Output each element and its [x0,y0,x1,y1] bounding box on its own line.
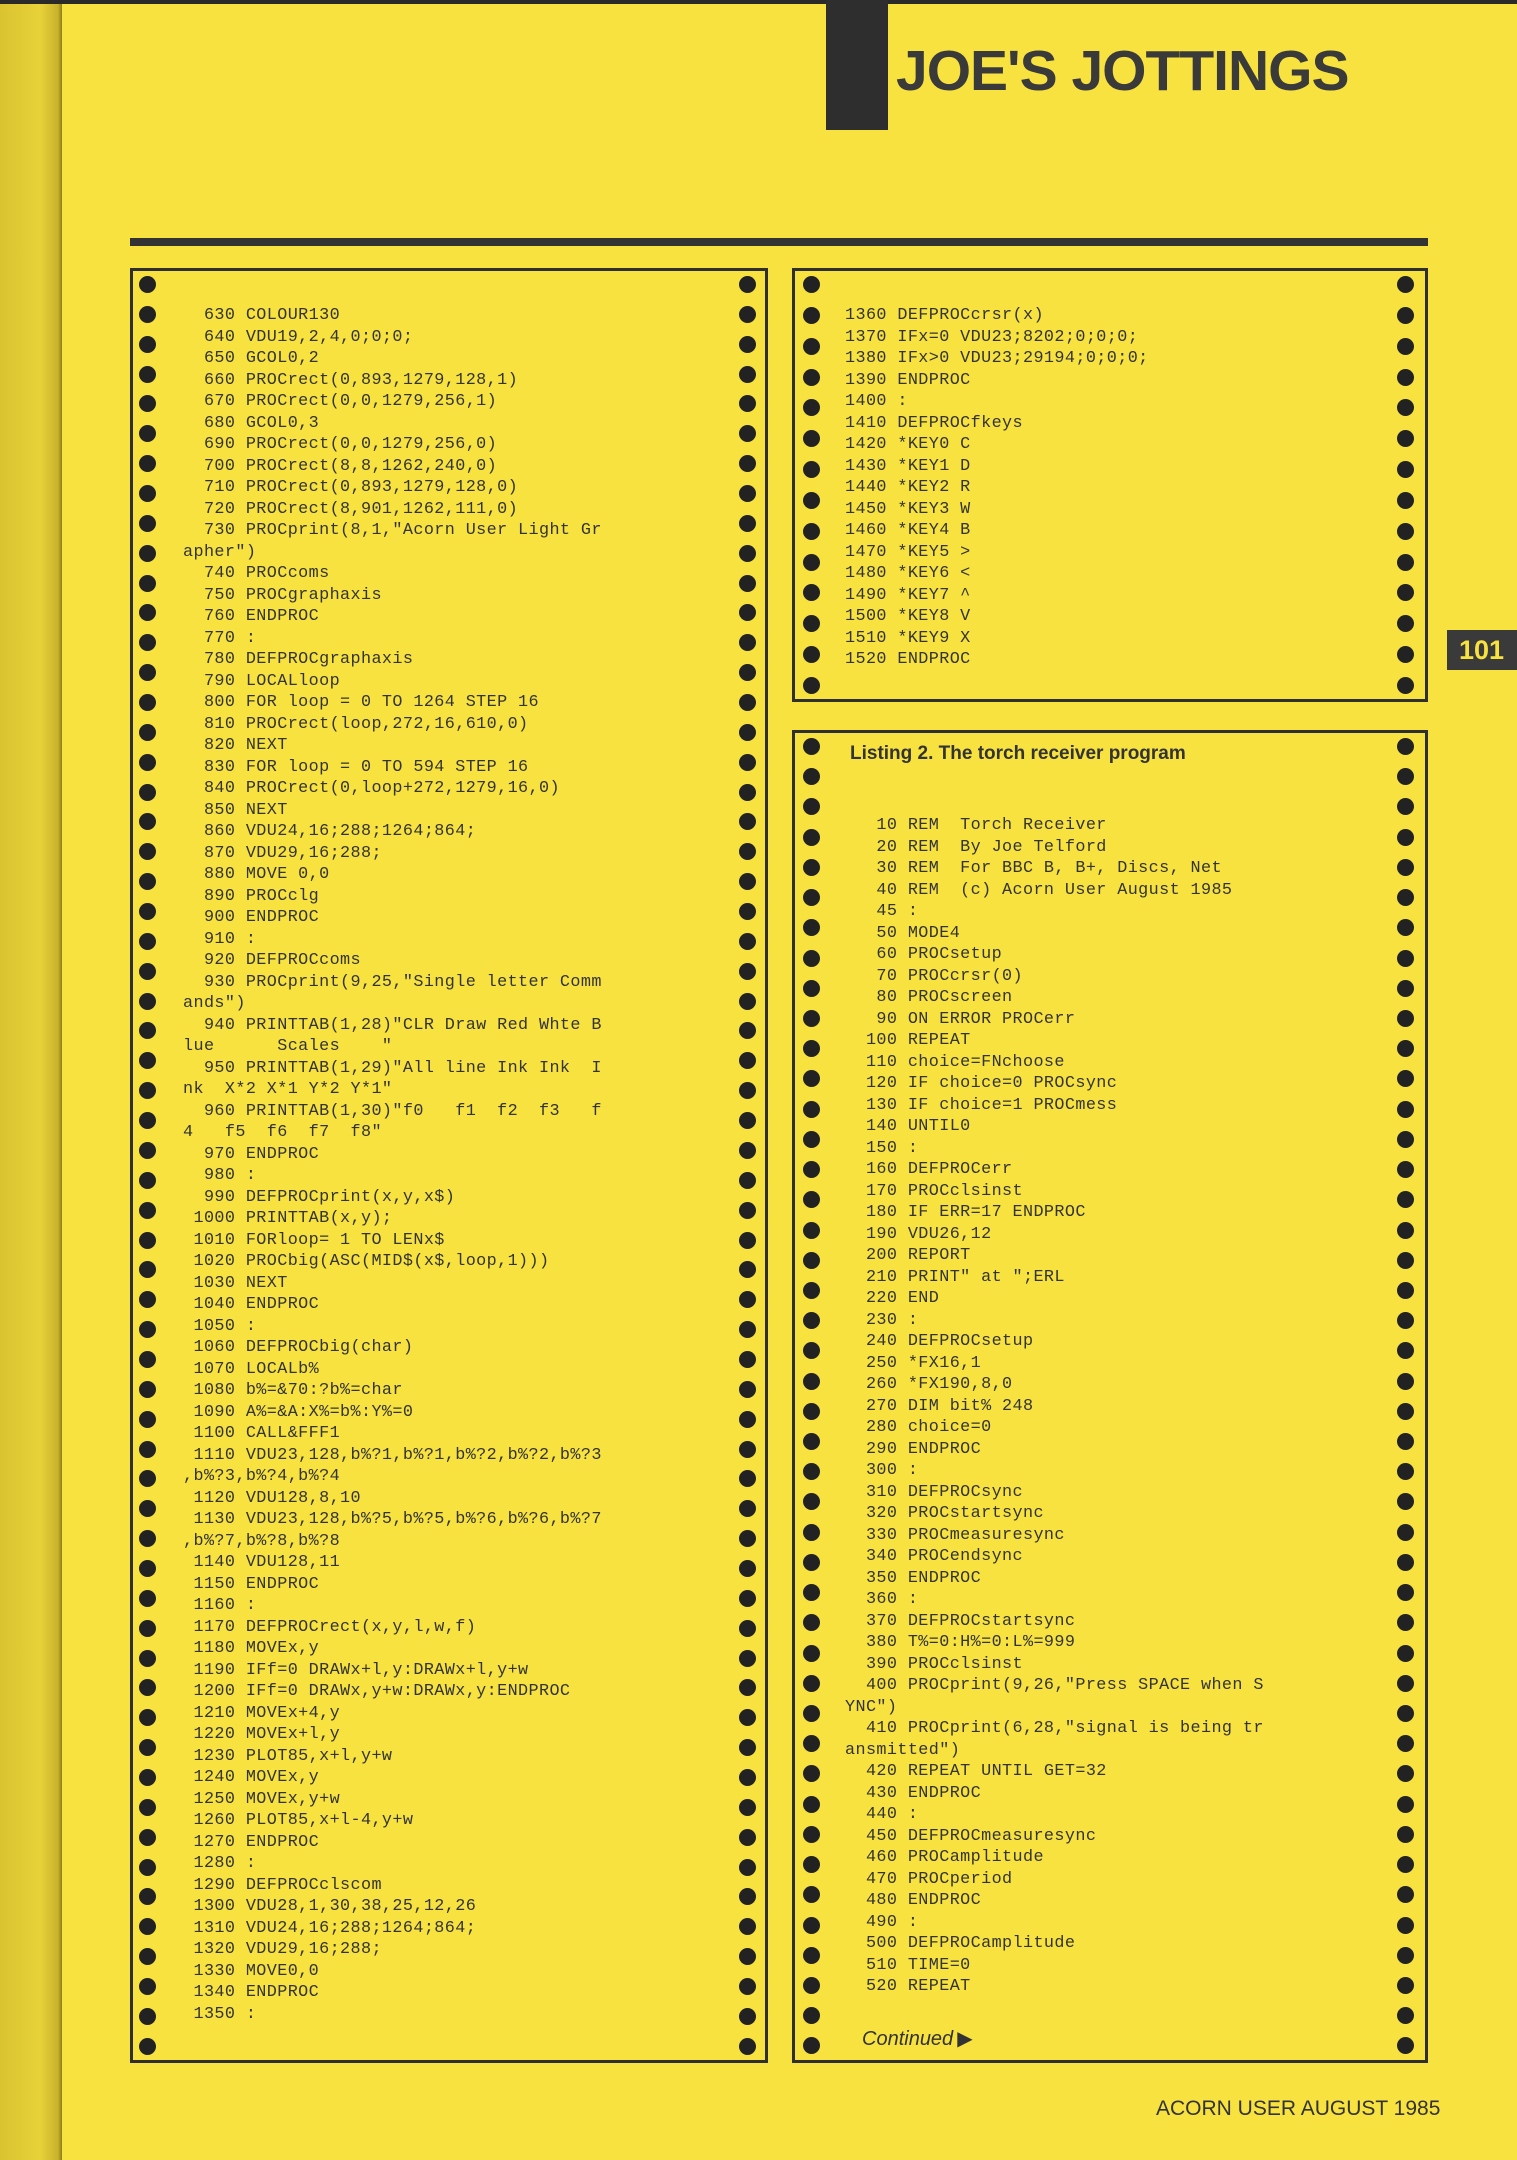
sprocket-hole [1397,1675,1414,1692]
sprocket-hole [1397,2037,1414,2054]
sprocket-hole [139,843,156,860]
sprocket-hole [1397,768,1414,785]
sprocket-hole [739,1799,756,1816]
sprocket-hole [139,963,156,980]
sprocket-hole [1397,677,1414,694]
sprocket-hole [1397,1977,1414,1994]
sprocket-hole [139,903,156,920]
sprocket-hole [1397,919,1414,936]
sprocket-hole [1397,1705,1414,1722]
sprocket-hole [1397,829,1414,846]
sprocket-hole [139,1650,156,1667]
sprocket-hole [1397,1947,1414,1964]
sprocket-hole [1397,1614,1414,1631]
sprocket-hole [739,1530,756,1547]
sprocket-hole [139,1978,156,1995]
sprocket-hole [803,461,820,478]
sprocket-hole [739,784,756,801]
sprocket-hole [803,829,820,846]
sprocket-hole [803,430,820,447]
sprocket-hole [1397,1161,1414,1178]
sprocket-hole [803,1524,820,1541]
sprocket-hole [1397,1765,1414,1782]
sprocket-hole [139,1709,156,1726]
top-edge-line [0,0,1517,4]
sprocket-hole [139,1202,156,1219]
sprocket-hole [803,1584,820,1601]
sprocket-hole [803,523,820,540]
sprocket-hole [139,1082,156,1099]
sprocket-hole [803,1826,820,1843]
sprocket-hole [1397,492,1414,509]
sprocket-hole [739,545,756,562]
sprocket-hole [739,1709,756,1726]
sprocket-hole [139,1918,156,1935]
sprocket-hole [803,1675,820,1692]
sprocket-hole [739,1112,756,1129]
sprocket-hole [1397,554,1414,571]
sprocket-hole [803,677,820,694]
sprocket-hole [1397,615,1414,632]
sprocket-hole [803,1222,820,1239]
sprocket-hole [139,604,156,621]
sprocket-hole [803,859,820,876]
sprocket-hole [739,1232,756,1249]
sprocket-hole [739,1590,756,1607]
sprocket-hole [803,584,820,601]
sprocket-hole [803,1433,820,1450]
sprocket-hole [139,1679,156,1696]
sprocket-hole [739,276,756,293]
sprocket-hole [139,1112,156,1129]
sprocket-holes-right [1397,733,1417,2060]
sprocket-hole [139,1620,156,1637]
listing-panel-left [130,268,768,2063]
page-number: 101 [1447,630,1517,670]
sprocket-hole [803,554,820,571]
sprocket-hole [1397,1282,1414,1299]
page-title: JOE'S JOTTINGS [896,39,1349,103]
sprocket-holes-right [1397,271,1417,699]
sprocket-hole [739,515,756,532]
sprocket-hole [739,1202,756,1219]
sprocket-hole [739,903,756,920]
sprocket-hole [739,1560,756,1577]
sprocket-hole [1397,859,1414,876]
sprocket-hole [739,694,756,711]
sprocket-holes-left [139,271,159,2060]
sprocket-hole [803,1463,820,1480]
sprocket-hole [1397,1584,1414,1601]
sprocket-hole [139,1022,156,1039]
sprocket-hole [803,369,820,386]
sprocket-hole [139,724,156,741]
sprocket-hole [739,993,756,1010]
sprocket-hole [803,1252,820,1269]
code-listing: 1360 DEFPROCcrsr(x) 1370 IFx=0 VDU23;8202;0;0;0; 1380 IFx>0 VDU23;29194;0;0;0; 1390 ENDPROC 1400 : 1410 DEFPROCfkeys 1420 *KEY0 C 1430 *KEY1 D 1440 *KEY2 R 1450 *KEY3 W 1460 *KEY4 B 1470 *KEY5 > 1480 *KEY6 < 1490 *KEY7 ^ 1500 *KEY8 V 1510 *KEY9 X 1520 ENDPROC [845,306,1149,669]
sprocket-hole [739,634,756,651]
sprocket-hole [803,1645,820,1662]
sprocket-hole [739,813,756,830]
sprocket-hole [139,1859,156,1876]
sprocket-hole [739,1022,756,1039]
sprocket-hole [1397,1826,1414,1843]
sprocket-hole [1397,1645,1414,1662]
arrow-right-icon: ▶ [957,2028,973,2050]
sprocket-hole [139,2008,156,2025]
sprocket-hole [1397,980,1414,997]
sprocket-hole [739,2008,756,2025]
sprocket-hole [803,738,820,755]
sprocket-hole [1397,1010,1414,1027]
sprocket-hole [739,1321,756,1338]
sprocket-hole [1397,646,1414,663]
sprocket-hole [739,1650,756,1667]
sprocket-hole [803,1010,820,1027]
sprocket-hole [1397,950,1414,967]
sprocket-hole [1397,1252,1414,1269]
sprocket-hole [139,1351,156,1368]
sprocket-hole [739,873,756,890]
sprocket-hole [139,1948,156,1965]
sprocket-hole [139,366,156,383]
sprocket-hole [139,1261,156,1278]
sprocket-hole [803,1101,820,1118]
listing-panel-right-bottom [792,730,1428,2063]
sprocket-hole [739,963,756,980]
sprocket-hole [139,634,156,651]
sprocket-hole [803,1796,820,1813]
sprocket-hole [803,1614,820,1631]
header-block [826,0,888,130]
code-listing: 10 REM Torch Receiver 20 REM By Joe Telford 30 REM For BBC B, B+, Discs, Net 40 REM (c) Acorn User August 1985 45 : 50 MODE4 60 PROCsetup 70 PROCcrsr(0) 80 PROCscreen 90 ON ERROR PROCerr 100 REPEAT 110 choice=FNchoose 120 IF choice=0 PROCsync 130 IF choice=1 PROCmess 140 UNTIL0 150 : 160 DEFPROCerr 170 PROCclsinst 180 IF ERR=17 ENDPROC 190 VDU26,12 200 REPORT 210 PRINT" at ";ERL 220 END 230 : 240 DEFPROCsetup 250 *FX16,1 260 *FX190,8,0 270 DIM bit% 248 280 choice=0 290 ENDPROC 300 : 310 DEFPROCsync 320 PROCstartsync 330 PROCmeasuresync 340 PROCendsync 350 ENDPROC 360 : 370 DEFPROCstartsync 380 T%=0:H%=0:L%=999 390 PROCclsinst 400 PROCprint(9,26,"Press SPACE when S YNC") 410 PROCprint(6,28,"signal is being tr ansmitted") 420 REPEAT UNTIL GET=32 430 ENDPROC 440 : 450 DEFPROCmeasuresync 460 PROCamplitude 470 PROCperiod 480 ENDPROC 490 : 500 DEFPROCamplitude 510 TIME=0 520 REPEAT [845,816,1264,1996]
sprocket-hole [803,1282,820,1299]
sprocket-hole [139,485,156,502]
sprocket-hole [139,694,156,711]
sprocket-hole [803,768,820,785]
sprocket-hole [139,1441,156,1458]
sprocket-hole [139,784,156,801]
sprocket-hole [1397,1222,1414,1239]
sprocket-hole [139,1142,156,1159]
sprocket-hole [739,395,756,412]
sprocket-hole [139,1291,156,1308]
continued-note [862,2026,973,2051]
sprocket-hole [803,1040,820,1057]
sprocket-hole [739,1052,756,1069]
sprocket-hole [739,1411,756,1428]
sprocket-hole [803,1342,820,1359]
sprocket-hole [739,1888,756,1905]
sprocket-hole [739,455,756,472]
sprocket-hole [803,889,820,906]
sprocket-hole [803,1403,820,1420]
sprocket-hole [803,399,820,416]
sprocket-hole [139,276,156,293]
sprocket-hole [739,664,756,681]
sprocket-hole [739,1500,756,1517]
code-listing: 630 COLOUR130 640 VDU19,2,4,0;0;0; 650 GCOL0,2 660 PROCrect(0,893,1279,128,1) 670 PROCrect(0,0,1279,256,1) 680 GCOL0,3 690 PROCrect(0,0,1279,256,0) 700 PROCrect(8,8,1262,240,0) 710 PROCrect(0,893,1279,128,0) 720 PROCrect(8,901,1262,111,0) 730 PROCprint(8,1,"Acorn User Light Gr apher") 740 PROCcoms 750 PROCgraphaxis 760 ENDPROC 770 : 780 DEFPROCgraphaxis 790 LOCALloop 800 FOR loop = 0 TO 1264 STEP 16 810 PROCrect(loop,272,16,610,0) 820 NEXT 830 FOR loop = 0 TO 594 STEP 16 840 PROCrect(0,loop+272,1279,16,0) 850 NEXT 860 VDU24,16;288;1264;864; 870 VDU29,16;288; 880 MOVE 0,0 890 PROCclg 900 ENDPROC 910 : 920 DEFPROCcoms 930 PROCprint(9,25,"Single letter Comm ands") 940 PRINTTAB(1,28)"CLR Draw Red Whte B lue Scales " 950 PRINTTAB(1,29)"All line Ink Ink I nk X*2 X*1 Y*2 Y*1" 960 PRINTTAB(1,30)"f0 f1 f2 f3 f 4 f5 f6 f7 f8" 970 ENDPROC 980 : 990 DEFPROCprint(x,y,x$) 1000 PRINTTAB(x,y); 1010 FORloop= 1 TO LENx$ 1020 PROCbig(ASC(MID$(x$,loop,1))) 1030 NEXT 1040 ENDPROC 1050 : 1060 DEFPROCbig(char) 1070 LOCALb% 1080 b%=&70:?b%=char 1090 A%=&A:X%=b%:Y%=0 1100 CALL&FFF1 1110 VDU23,128,b%?1,b%?1,b%?2,b%?2,b%?3 ,b%?3,b%?4,b%?4 1120 VDU128,8,10 1130 VDU23,128,b%?5,b%?5,b%?6,b%?6,b%?7 ,b%?7,b%?8,b%?8 1140 VDU128,11 1150 ENDPROC 1160 : 1170 DEFPROCrect(x,y,l,w,f) 1180 MOVEx,y 1190 IFf=0 DRAWx+l,y:DRAWx+l,y+w 1200 IFf=0 DRAWx,y+w:DRAWx,y:ENDPROC 1210 MOVEx+4,y 1220 MOVEx+l,y 1230 PLOT85,x+l,y+w 1240 MOVEx,y 1250 MOVEx,y+w 1260 PLOT85,x+l-4,y+w 1270 ENDPROC 1280 : 1290 DEFPROCclscom 1300 VDU28,1,30,38,25,12,26 1310 VDU24,16;288;1264;864; 1320 VDU29,16;288; 1330 MOVE0,0 1340 ENDPROC 1350 : [183,306,602,2024]
sprocket-hole [1397,1433,1414,1450]
sprocket-hole [1397,1554,1414,1571]
sprocket-hole [139,873,156,890]
sprocket-hole [139,1769,156,1786]
sprocket-hole [739,1441,756,1458]
header-rule [130,238,1428,246]
sprocket-hole [1397,523,1414,540]
sprocket-hole [803,492,820,509]
sprocket-hole [139,1500,156,1517]
listing-panel-right-top [792,268,1428,702]
sprocket-hole [739,604,756,621]
sprocket-hole [739,1739,756,1756]
sprocket-hole [803,1735,820,1752]
sprocket-hole [1397,1735,1414,1752]
sprocket-hole [803,1554,820,1571]
sprocket-hole [739,306,756,323]
sprocket-hole [739,1381,756,1398]
sprocket-hole [803,1131,820,1148]
sprocket-hole [1397,1403,1414,1420]
sprocket-hole [803,276,820,293]
sprocket-holes-right [739,271,759,2060]
sprocket-hole [1397,430,1414,447]
sprocket-hole [139,1381,156,1398]
sprocket-hole [139,1470,156,1487]
sprocket-hole [803,798,820,815]
sprocket-hole [1397,1493,1414,1510]
sprocket-hole [139,306,156,323]
sprocket-hole [739,843,756,860]
sprocket-hole [139,1411,156,1428]
sprocket-hole [739,1351,756,1368]
sprocket-hole [139,993,156,1010]
sprocket-hole [139,1052,156,1069]
sprocket-hole [803,1886,820,1903]
sprocket-hole [739,1470,756,1487]
sprocket-hole [739,1620,756,1637]
sprocket-hole [1397,1101,1414,1118]
page-gutter [0,0,62,2160]
sprocket-hole [139,545,156,562]
sprocket-hole [1397,1312,1414,1329]
sprocket-hole [739,1261,756,1278]
sprocket-hole [1397,1917,1414,1934]
sprocket-hole [739,336,756,353]
sprocket-hole [803,980,820,997]
sprocket-hole [803,1977,820,1994]
sprocket-hole [739,1978,756,1995]
sprocket-hole [139,575,156,592]
sprocket-hole [1397,1373,1414,1390]
sprocket-hole [1397,1040,1414,1057]
sprocket-hole [139,1590,156,1607]
sprocket-hole [1397,1886,1414,1903]
page-footer: ACORN USER AUGUST 1985 [1156,2097,1441,2120]
sprocket-hole [739,1769,756,1786]
sprocket-holes-left [803,271,823,699]
sprocket-hole [139,1739,156,1756]
sprocket-hole [803,1493,820,1510]
sprocket-hole [739,1829,756,1846]
sprocket-hole [803,646,820,663]
sprocket-hole [1397,584,1414,601]
sprocket-hole [739,754,756,771]
sprocket-hole [803,1191,820,1208]
sprocket-hole [739,724,756,741]
sprocket-hole [1397,889,1414,906]
sprocket-hole [803,1070,820,1087]
sprocket-hole [739,575,756,592]
sprocket-hole [803,2007,820,2024]
sprocket-hole [1397,1463,1414,1480]
sprocket-hole [739,1291,756,1308]
sprocket-hole [139,1888,156,1905]
sprocket-hole [739,1948,756,1965]
sprocket-hole [803,2037,820,2054]
sprocket-hole [139,1799,156,1816]
sprocket-hole [139,336,156,353]
sprocket-hole [1397,307,1414,324]
sprocket-hole [139,395,156,412]
sprocket-holes-left [803,733,823,2060]
sprocket-hole [739,1142,756,1159]
sprocket-hole [803,950,820,967]
sprocket-hole [803,1947,820,1964]
sprocket-hole [1397,798,1414,815]
sprocket-hole [739,366,756,383]
sprocket-hole [1397,276,1414,293]
sprocket-hole [803,615,820,632]
sprocket-hole [803,1917,820,1934]
sprocket-hole [1397,1191,1414,1208]
sprocket-hole [139,1560,156,1577]
sprocket-hole [739,1172,756,1189]
sprocket-hole [139,1321,156,1338]
sprocket-hole [139,1829,156,1846]
sprocket-hole [1397,738,1414,755]
sprocket-hole [139,455,156,472]
listing-title: Listing 2. The torch receiver program [850,743,1186,764]
sprocket-hole [139,1530,156,1547]
sprocket-hole [739,1918,756,1935]
sprocket-hole [803,307,820,324]
sprocket-hole [139,754,156,771]
sprocket-hole [1397,1796,1414,1813]
sprocket-hole [803,1856,820,1873]
sprocket-hole [1397,1070,1414,1087]
sprocket-hole [139,425,156,442]
sprocket-hole [1397,369,1414,386]
sprocket-hole [803,1161,820,1178]
sprocket-hole [803,1705,820,1722]
sprocket-hole [1397,399,1414,416]
continued-label: Continued [862,2028,954,2050]
sprocket-hole [1397,461,1414,478]
sprocket-hole [139,2038,156,2055]
sprocket-hole [739,425,756,442]
sprocket-hole [1397,2007,1414,2024]
sprocket-hole [1397,1342,1414,1359]
sprocket-hole [803,1312,820,1329]
sprocket-hole [739,2038,756,2055]
sprocket-hole [1397,338,1414,355]
sprocket-hole [803,1765,820,1782]
sprocket-hole [139,1232,156,1249]
sprocket-hole [1397,1524,1414,1541]
sprocket-hole [139,515,156,532]
sprocket-hole [139,813,156,830]
sprocket-hole [739,1679,756,1696]
sprocket-hole [139,1172,156,1189]
sprocket-hole [739,933,756,950]
sprocket-hole [1397,1131,1414,1148]
sprocket-hole [739,1859,756,1876]
sprocket-hole [803,1373,820,1390]
sprocket-hole [139,933,156,950]
sprocket-hole [803,919,820,936]
sprocket-hole [739,1082,756,1099]
sprocket-hole [139,664,156,681]
sprocket-hole [739,485,756,502]
sprocket-hole [1397,1856,1414,1873]
sprocket-hole [803,338,820,355]
